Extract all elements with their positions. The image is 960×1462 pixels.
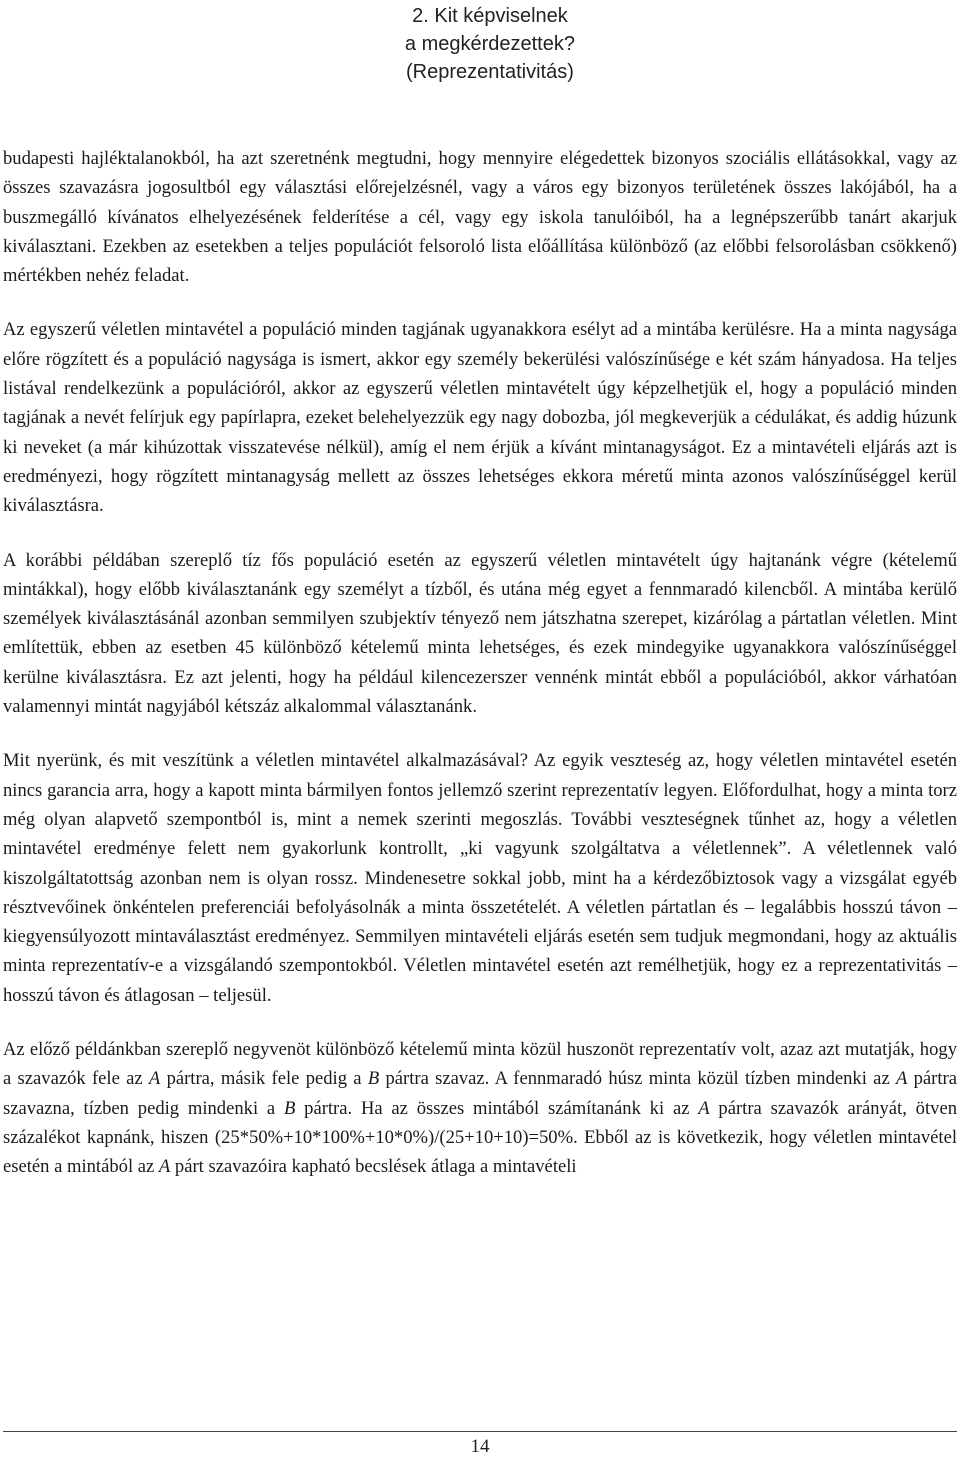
- paragraph-5-text: pártra szavazna, tízben pedig mindenki a: [3, 1068, 957, 1119]
- paragraph-5-text: pártra szavazók arányát, ötven százalékot kapnánk, hiszen (25*50%+10*100%+10*0%)/(25+10+10)=50%. Ebből az is következik, hogy véletlen mintavétel esetén a mintából az: [3, 1097, 957, 1178]
- page-number: 14: [470, 1436, 490, 1457]
- header-subtitle-line: (Reprezentativitás): [406, 61, 574, 83]
- paragraph-1: budapesti hajléktalanokból, ha azt szeretnénk megtudni, hogy mennyire elégedettek bizonyos szociális ellátásokkal, vagy az összes szavazásra jogosultból egy választási előrejelzésnél, vagy a város egy bizonyos területének összes lakójából, ha a buszmegálló kívánatos elhelyezésének felderítése a cél, vagy egy iskola tanulóiból, ha a legnépszerűbb tanárt akarjuk kiválasztani. Ezekben az esetekben a teljes populációt felsoroló lista előállítása különböző (az előbbi felsorolásban csökkenő) mértékben nehéz feladat.: [3, 148, 957, 287]
- paragraph-5-text: párt szavazóira kapható becslések átlaga a mintavételi: [170, 1156, 577, 1178]
- header-chapter-line: 2. Kit képviselnek: [412, 5, 568, 27]
- party-b-label: B: [283, 1097, 296, 1119]
- paragraph-5-text: pártra szavaz. A fennmaradó húsz minta közül tízben mindenki az: [379, 1068, 896, 1090]
- paragraph-4: Mit nyerünk, és mit veszítünk a véletlen mintavétel alkalmazásával? Az egyik veszteség az, hogy véletlen mintavétel esetén nincs garancia arra, hogy a kapott minta bármilyen fontos jellemző szerint reprezentatív legyen. Előfordulhat, hogy a minta torz még olyan alapvető szempontból is, mint a nemek szerinti megoszlás. További veszteségnek tűnhet az, hogy a véletlen mintavétel eredménye felett nem gyakorlunk kontrollt, „ki vagyunk szolgáltatva a véletlennek”. A véletlennek való kiszolgáltatottság azonban nem is olyan rossz. Mindenesetre sokkal jobb, mint ha a kérdezőbiztosok vagy a vizsgálat egyéb résztvevőinek önkéntelen preferenciái befolyásolnák a minta összetételét. A véletlen pártatlan és – legalábbis hosszú távon – kiegyensúlyozott mintaválasztást eredményez. Semmilyen mintavételi eljárás esetén sem tudjuk megmondani, hogy az aktuális minta reprezentatív-e a vizsgálandó szempontokból. Véletlen mintavétel esetén azt remélhetjük, hogy ez a reprezentativitás – hosszú távon és átlagosan – teljesül.: [3, 750, 957, 1006]
- party-a-label: A: [148, 1068, 161, 1090]
- paragraph-5-text: Az előző példánkban szereplő negyvenöt különböző kételemű minta közül huszonöt reprezentatív volt, azaz azt mutatják, hogy a szavazók fele az: [3, 1039, 957, 1090]
- paragraph-5-text: pártra. Ha az összes mintából számítanánk ki az: [295, 1097, 699, 1119]
- party-b-label: B: [367, 1068, 380, 1090]
- header-title-line: a megkérdezettek?: [404, 33, 575, 55]
- running-header: [405, 2, 575, 86]
- party-a-label: A: [895, 1068, 908, 1090]
- paragraph-5: [3, 1035, 957, 1181]
- paragraph-2: Az egyszerű véletlen mintavétel a populáció minden tagjának ugyanakkora esélyt ad a mintába kerülésre. Ha a minta nagysága előre rögzített és a populáció nagysága is ismert, akkor egy személy bekerülési valószínűsége e két szám hányadosa. Ha teljes listával rendelkezünk a populációról, akkor az egyszerű véletlen mintavételt úgy képzelhetjük el, hogy a populáció minden tagjának a nevét felírjuk egy papírlapra, ezeket belehelyezzük egy nagy dobozba, jól megkeverjük a cédulákat, és addig húzunk ki neveket (a már kihúzottak visszatevése nélkül), amíg el nem érjük a kívánt mintanagyságot. Ez a mintavételi eljárás azt is eredményezi, hogy rögzített mintanagyság mellett az összes lehetséges ekkora méretű minta azonos valószínűséggel kerül kiválasztásra.: [3, 319, 957, 517]
- party-a-label: A: [698, 1097, 710, 1119]
- footer-divider: [3, 1431, 957, 1432]
- body-text: [3, 144, 957, 1207]
- party-a-label: A: [158, 1156, 171, 1178]
- paragraph-3: A korábbi példában szereplő tíz fős populáció esetén az egyszerű véletlen mintavételt úgy hajtanánk végre (kételemű mintákkal), hogy előbb kiválasztanánk egy személyt a tízből, és utána még egyet a fennmaradó kilencből. A mintába kerülő személyek kiválasztásánál azonban semmilyen szubjektív tényező nem játszhatna szerepet, kizárólag a pártatlan véletlen. Mint említettük, ebben az esetben 45 különböző kételemű minta lehetséges, és ezek mindegyike ugyanakkora valószínűséggel kerülne kiválasztásra. Ez azt jelenti, hogy ha például kilencezerszer vennénk mintát ebből a populációból, akkor várhatóan valamennyi mintát nagyjából kétszáz alkalommal választanánk.: [3, 549, 957, 718]
- paragraph-5-text: pártra, másik fele pedig a: [160, 1068, 368, 1090]
